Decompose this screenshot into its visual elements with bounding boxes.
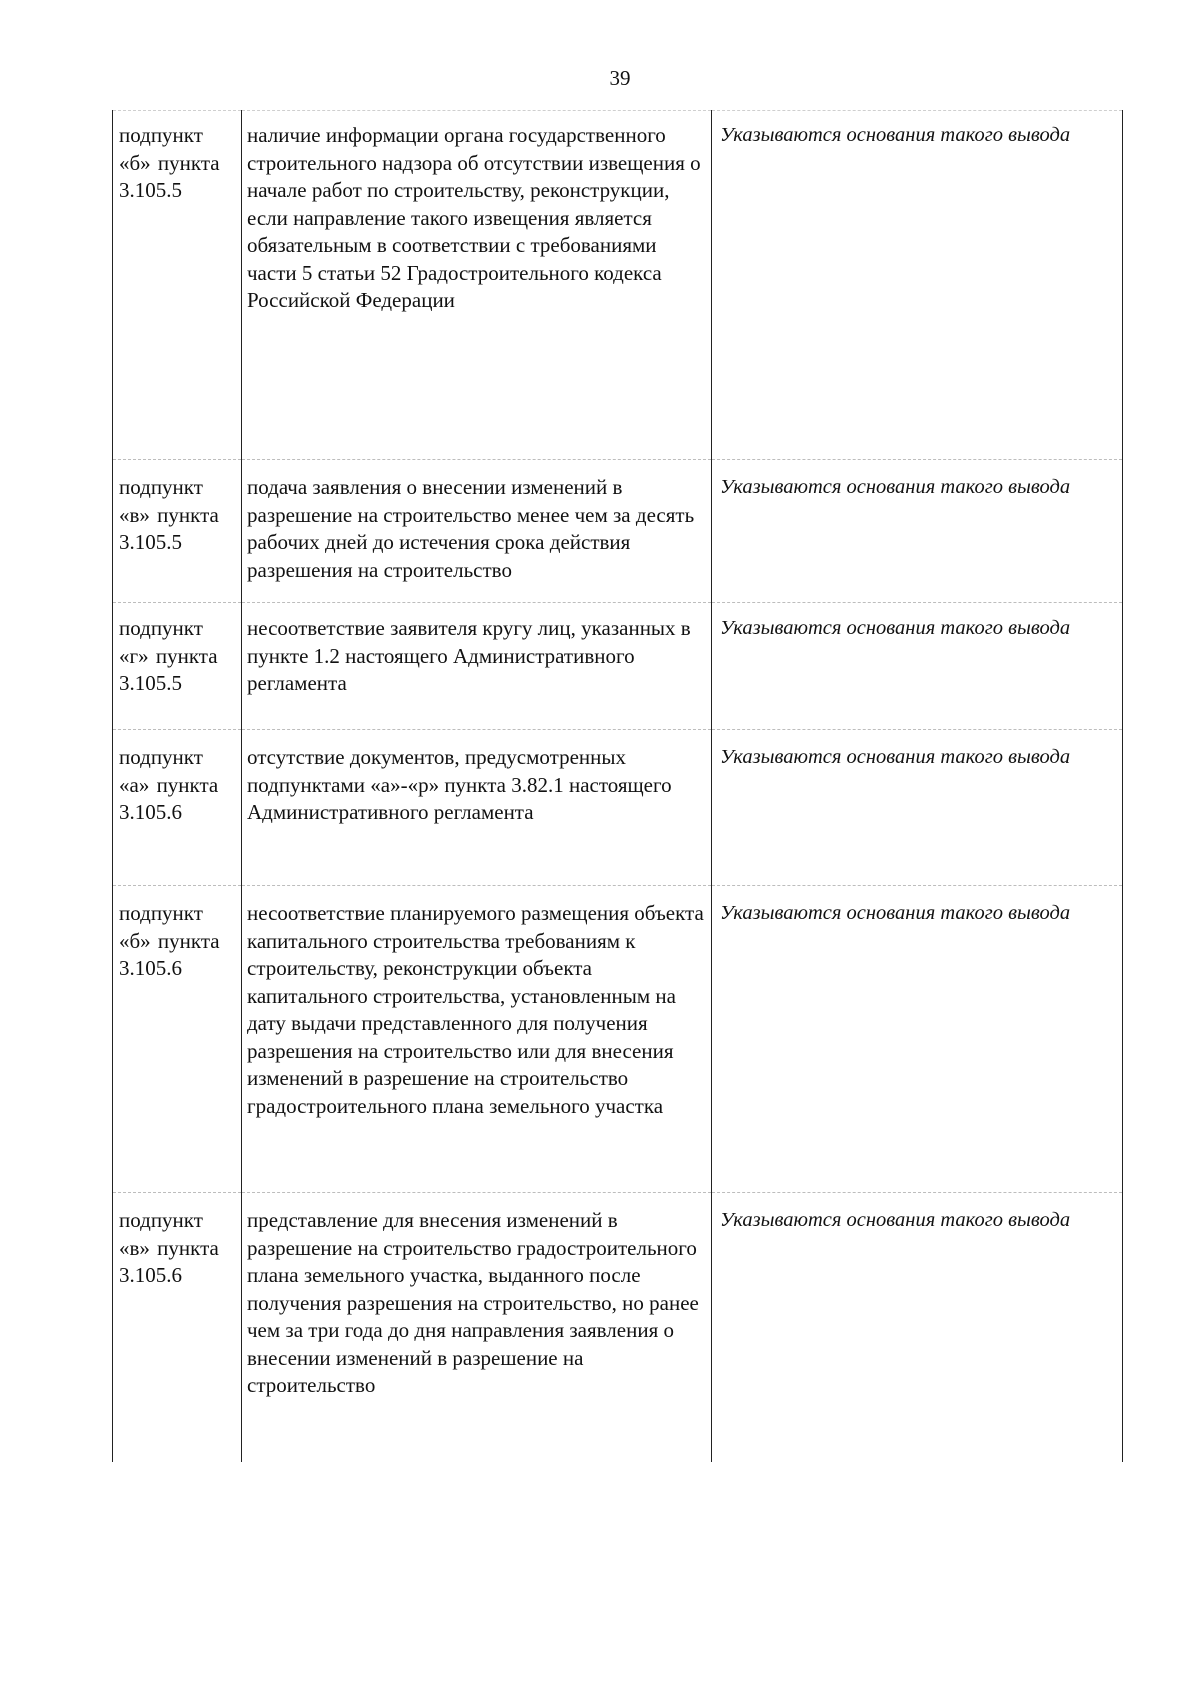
basis-note: Указываются основания такого вывода (712, 1193, 1123, 1463)
reference-line: 3.105.5 (119, 530, 182, 554)
reference-line: 3.105.5 (119, 671, 182, 695)
table-row (113, 603, 1123, 730)
reference-cell (113, 460, 242, 603)
reference-line: «а» пункта (119, 772, 219, 797)
reference-cell (113, 886, 242, 1193)
table-row (113, 730, 1123, 886)
ground-description: отсутствие документов, предусмотренных подпунктами «а»-«р» пункта 3.82.1 настоящего Административного регламента (242, 730, 712, 886)
reference-cell (113, 111, 242, 460)
reference-line: подпункт (119, 475, 203, 499)
basis-note: Указываются основания такого вывода (712, 111, 1123, 460)
reference-line: «в» пункта (119, 502, 219, 527)
reference-line: подпункт (119, 123, 203, 147)
ground-description: несоответствие планируемого размещения объекта капитального строительства требованиям к строительству, реконструкции объекта капитального строительства, установленным на дату выдачи представленного для получения разрешения на строительство или для внесения изменений в разрешение на строительство градостроительного плана земельного участка (242, 886, 712, 1193)
ground-description: наличие информации органа государственного строительного надзора об отсутствии извещения о начале работ по строительству, реконструкции, если направление такого извещения является обязательным в соответствии с требованиями части 5 статьи 52 Градостроительного кодекса Российской Федерации (242, 111, 712, 460)
reference-line: «в» пункта (119, 1235, 219, 1260)
grounds-table (112, 110, 1123, 1462)
reference-line: 3.105.6 (119, 956, 182, 980)
ground-description: несоответствие заявителя кругу лиц, указанных в пункте 1.2 настоящего Административного регламента (242, 603, 712, 730)
basis-note: Указываются основания такого вывода (712, 730, 1123, 886)
basis-note: Указываются основания такого вывода (712, 603, 1123, 730)
reference-line: «б» пункта (119, 928, 220, 953)
ground-description: представление для внесения изменений в разрешение на строительство градостроительного плана земельного участка, выданного после получения разрешения на строительство, но ранее чем за три года до дня направления заявления о внесении изменений в разрешение на строительство (242, 1193, 712, 1463)
reference-line: подпункт (119, 745, 203, 769)
reference-line: «г» пункта (119, 643, 218, 668)
reference-line: подпункт (119, 616, 203, 640)
reference-line: 3.105.6 (119, 1263, 182, 1287)
reference-line: 3.105.6 (119, 800, 182, 824)
page-number: 39 (609, 66, 631, 90)
reference-line: 3.105.5 (119, 178, 182, 202)
reference-cell (113, 603, 242, 730)
table-row (113, 886, 1123, 1193)
table-row (113, 1193, 1123, 1463)
basis-note: Указываются основания такого вывода (712, 886, 1123, 1193)
basis-note: Указываются основания такого вывода (712, 460, 1123, 603)
ground-description: подача заявления о внесении изменений в разрешение на строительство менее чем за десять рабочих дней до истечения срока действия разрешения на строительство (242, 460, 712, 603)
table-row (113, 111, 1123, 460)
reference-cell (113, 1193, 242, 1463)
reference-line: подпункт (119, 901, 203, 925)
table-row (113, 460, 1123, 603)
reference-cell (113, 730, 242, 886)
reference-line: «б» пункта (119, 150, 220, 175)
reference-line: подпункт (119, 1208, 203, 1232)
